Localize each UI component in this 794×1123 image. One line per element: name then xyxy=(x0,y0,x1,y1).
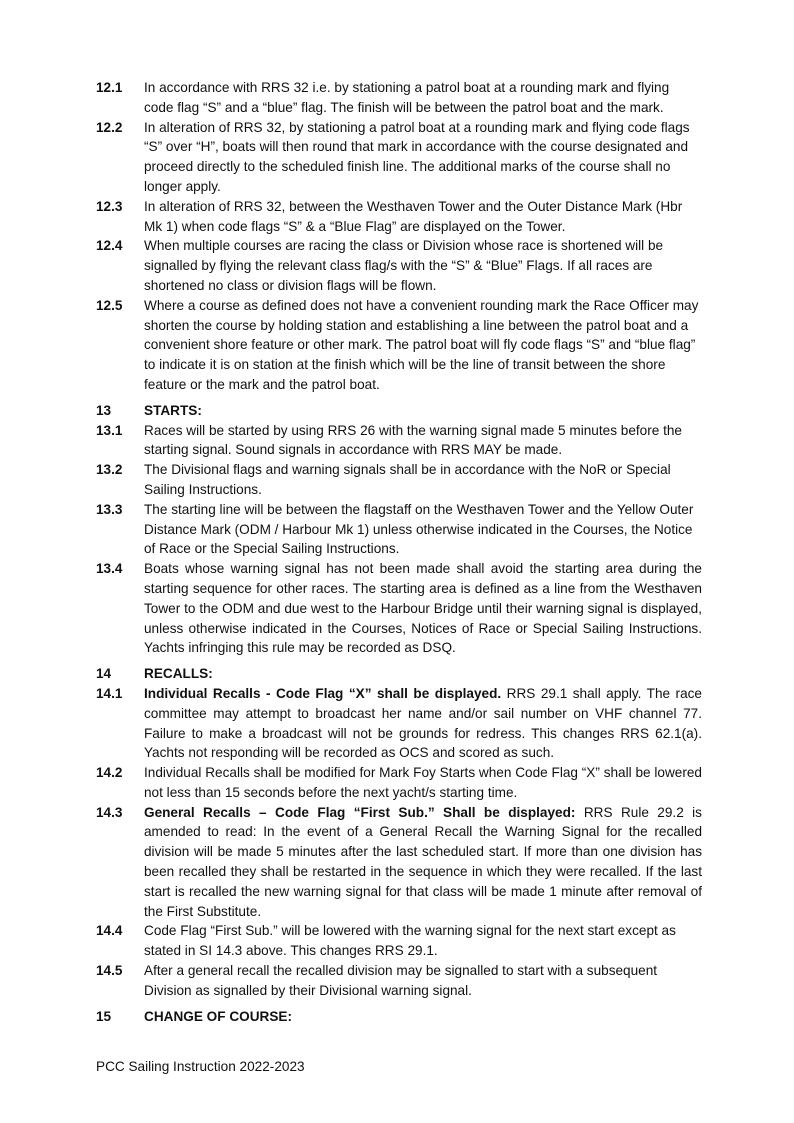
clause-emphasis: General Recalls – Code Flag “First Sub.” Shall be displayed: xyxy=(144,804,576,820)
clause-number: 14.1 xyxy=(96,685,123,701)
section-number: 15 xyxy=(96,1008,112,1024)
clause-text: Where a course as defined does not have a convenient rounding mark the Race Officer may shorten the course by holding station and establishing a line between the patrol boat and a convenient shore feature or other mark. The patrol boat will fly code flags “S” and “blue flag” to indicate it is on station at the finish which will be the line of transit between the shore feature or the mark and the patrol boat. xyxy=(144,297,699,392)
clause-13-1 xyxy=(96,421,702,461)
clause-13-4 xyxy=(96,559,702,658)
clause-number: 12.3 xyxy=(96,198,123,214)
clause-text: Individual Recalls shall be modified for Mark Foy Starts when Code Flag “X” shall be lowered not less than 15 seconds before the next yacht/s starting time. xyxy=(144,765,702,800)
clause-text: In accordance with RRS 32 i.e. by stationing a patrol boat at a rounding mark and flying code flag “S” and a “blue” flag. The finish will be between the patrol boat and the mark. xyxy=(144,80,670,115)
clause-body: RRS 29.1 shall apply. The race committee may attempt to broadcast her name and/or sail number on VHF channel 77. Failure to make a broadcast will not be grounds for redress. This changes RRS 62.1(a). Yachts not responding will be recorded as OCS and scored as such. xyxy=(144,685,702,761)
clause-text: In alteration of RRS 32, between the Westhaven Tower and the Outer Distance Mark (Hbr Mk 1) when code flags “S” & a “Blue Flag” are displayed on the Tower. xyxy=(144,198,683,234)
section-heading-14 xyxy=(96,664,702,684)
clause-13-2 xyxy=(96,460,702,500)
clause-13-3 xyxy=(96,500,702,559)
clause-number: 13.3 xyxy=(96,501,123,517)
clause-14-1 xyxy=(96,684,702,763)
document-body xyxy=(96,78,702,1026)
clause-text: Code Flag “First Sub.” will be lowered with the warning signal for the next start except as stated in SI 14.3 above. This changes RRS 29.1. xyxy=(144,923,676,959)
clause-text: Boats whose warning signal has not been made shall avoid the starting area during the starting sequence for other races. The starting area is defined as a line from the Westhaven Tower to the ODM and due west to the Harbour Bridge until their warning signal is displayed, unless otherwise indicated in the Courses, Notices of Race or Special Sailing Instructions. Yachts infringing this rule may be recorded as DSQ. xyxy=(144,561,702,656)
section-title: CHANGE OF COURSE: xyxy=(144,1008,293,1024)
clause-text xyxy=(144,803,702,922)
page-footer: PCC Sailing Instruction 2022-2023 xyxy=(96,1059,305,1074)
clause-text: The Divisional flags and warning signals shall be in accordance with the NoR or Special Sailing Instructions. xyxy=(144,462,671,497)
clause-12-1 xyxy=(96,78,702,118)
clause-number: 12.1 xyxy=(96,80,123,95)
clause-number: 12.5 xyxy=(96,297,123,313)
clause-12-3 xyxy=(96,197,702,237)
clause-number: 14.5 xyxy=(96,963,123,979)
clause-12-5 xyxy=(96,296,702,395)
clause-text xyxy=(144,684,702,763)
clause-14-4 xyxy=(96,921,702,961)
clause-14-2 xyxy=(96,763,702,803)
section-number: 14 xyxy=(96,666,112,682)
clause-number: 13.2 xyxy=(96,462,123,478)
clause-number: 12.4 xyxy=(96,238,123,254)
clause-12-4 xyxy=(96,236,702,295)
section-title: STARTS: xyxy=(144,402,202,418)
clause-text: In alteration of RRS 32, by stationing a patrol boat at a rounding mark and flying code flags “S” over “H”, boats will then round that mark in accordance with the course designated and proceed directly to the scheduled finish line. The additional marks of the course shall no longer apply. xyxy=(144,119,690,194)
clause-text: Races will be started by using RRS 26 with the warning signal made 5 minutes before the starting signal. Sound signals in accordance with RRS MAY be made. xyxy=(144,422,682,458)
clause-14-5 xyxy=(96,961,702,1001)
section-heading-15 xyxy=(96,1007,702,1027)
section-title: RECALLS: xyxy=(144,666,213,682)
clause-text: After a general recall the recalled division may be signalled to start with a subsequent Division as signalled by their Divisional warning signal. xyxy=(144,963,658,998)
clause-text: The starting line will be between the flagstaff on the Westhaven Tower and the Yellow Outer Distance Mark (ODM / Harbour Mk 1) unless otherwise indicated in the Courses, the Notice of Race or the Special Sailing Instructions. xyxy=(144,501,694,557)
section-number: 13 xyxy=(96,402,112,418)
clause-emphasis: Individual Recalls - Code Flag “X” shall be displayed. xyxy=(144,685,502,701)
clause-text: When multiple courses are racing the class or Division whose race is shortened will be signalled by flying the relevant class flag/s with the “S” & “Blue” Flags. If all races are shortened no class or division flags will be flown. xyxy=(144,238,664,293)
clause-number: 14.2 xyxy=(96,765,123,781)
clause-number: 13.1 xyxy=(96,422,123,438)
clause-14-3 xyxy=(96,803,702,922)
clause-number: 14.3 xyxy=(96,804,123,820)
section-heading-13 xyxy=(96,401,702,421)
clause-number: 12.2 xyxy=(96,119,123,135)
clause-number: 13.4 xyxy=(96,561,123,577)
clause-body: RRS Rule 29.2 is amended to read: In the event of a General Recall the Warning Signal for the recalled division will be made 5 minutes after the last scheduled start. If more than one division has been recalled they shall be restarted in the sequence in which they were recalled. If the last start is recalled the new warning signal for that class will be made 1 minute after removal of the First Substitute. xyxy=(144,804,702,919)
clause-number: 14.4 xyxy=(96,923,123,939)
clause-12-2 xyxy=(96,118,702,197)
